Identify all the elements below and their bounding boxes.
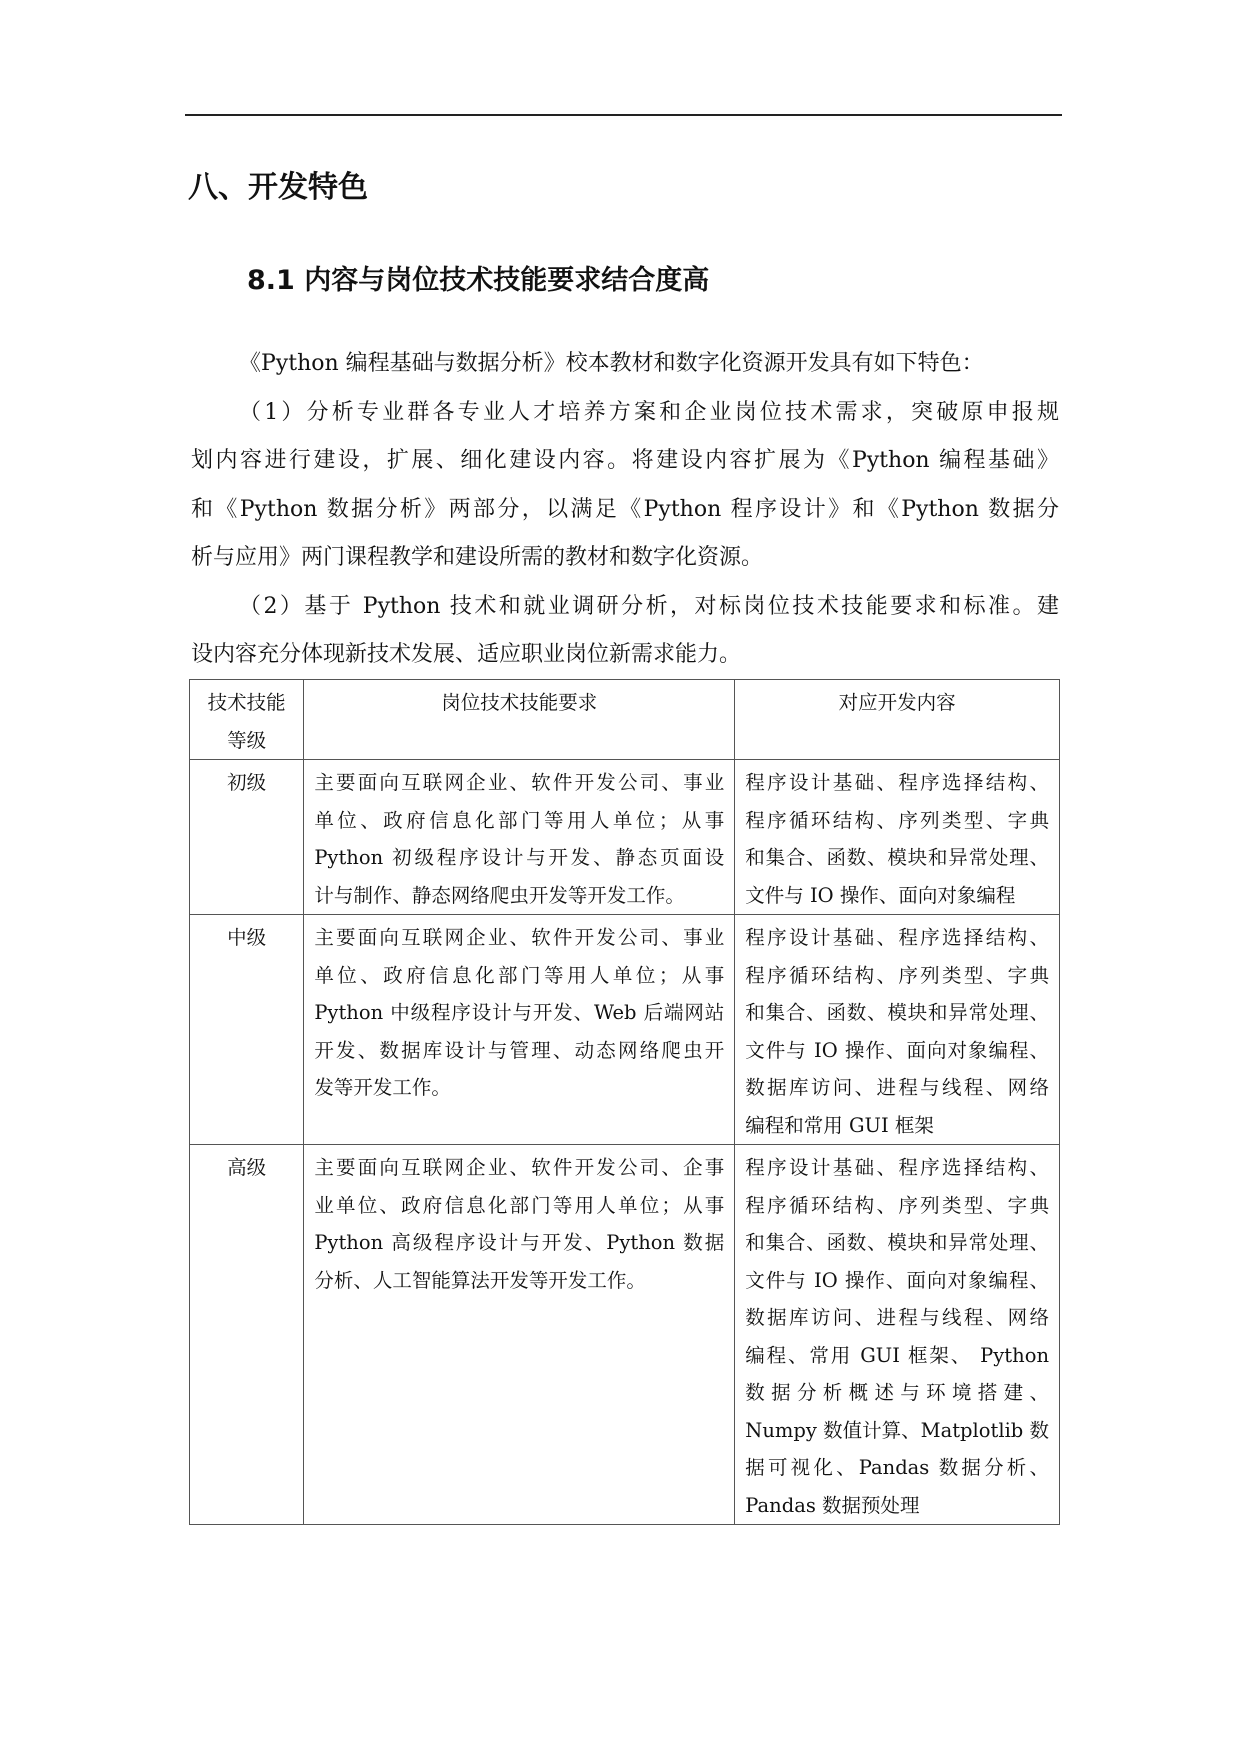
body-text [191,340,1059,680]
content-line: 数据分析概述与环境搭建、 [745,1381,1049,1404]
requirements-line: 业单位、政府信息化部门等用人单位；从事 [314,1193,725,1217]
requirements-line: 计与制作、静态网络爬虫开发等开发工作。 [314,883,685,907]
requirements-cell [304,760,735,915]
content-line: 程序循环结构、序列类型、字典 [745,808,1049,832]
table-row [190,1145,1060,1525]
requirements-line: Python 中级程序设计与开发、Web 后端网站 [314,1001,725,1024]
requirements-line: 分析、人工智能算法开发等开发工作。 [314,1268,646,1292]
header-level [190,680,304,760]
skills-table [189,679,1060,1525]
requirements-line: 主要面向互联网企业、软件开发公司、事业 [314,926,725,949]
requirements-line: 开发、数据库设计与管理、动态网络爬虫开 [314,1038,725,1062]
content-line: 程序设计基础、程序选择结构、 [745,1156,1049,1179]
section-title: 八、开发特色 [188,170,368,205]
requirements-line: 主要面向互联网企业、软件开发公司、事业 [314,771,725,794]
content-line: 文件与 IO 操作、面向对象编程 [745,883,1016,907]
paragraph-line: 《Python 编程基础与数据分析》校本教材和数字化资源开发具有如下特色： [239,351,984,376]
content-line: 编程、常用 GUI 框架、 Python [745,1343,1049,1367]
content-cell [735,915,1060,1145]
table-row [190,915,1060,1145]
requirements-line: 发等开发工作。 [314,1076,451,1099]
requirements-cell [304,1145,735,1525]
content-cell [735,760,1060,915]
level-cell: 中级 [190,915,304,1145]
paragraph-line: （1）分析专业群各专业人才培养方案和企业岗位技术需求，突破原申报规 [239,399,1059,425]
level-cell: 初级 [190,760,304,915]
header-rule [185,114,1062,116]
requirements-line: 单位、政府信息化部门等用人单位；从事 [314,808,725,832]
header-requirements: 岗位技术技能要求 [304,680,735,760]
requirements-line: Python 高级程序设计与开发、Python 数据 [314,1231,725,1254]
content-line: 和集合、函数、模块和异常处理、 [745,846,1049,869]
content-line: 文件与 IO 操作、面向对象编程、 [745,1268,1049,1292]
paragraph-line: 析与应用》两门课程教学和建设所需的教材和数字化资源。 [191,545,764,570]
content-line: 程序设计基础、程序选择结构、 [745,926,1049,949]
content-line: Numpy 数值计算、Matplotlib 数 [745,1418,1049,1442]
content-line: 文件与 IO 操作、面向对象编程、 [745,1038,1049,1062]
requirements-line: 主要面向互联网企业、软件开发公司、企事 [314,1156,725,1179]
requirements-line: Python 初级程序设计与开发、静态页面设 [314,846,725,869]
level-cell: 高级 [190,1145,304,1525]
header-level-line: 等级 [227,728,267,752]
content-cell [735,1145,1060,1525]
table-header-row [190,680,1060,760]
content-line: 和集合、函数、模块和异常处理、 [745,1001,1049,1024]
subsection-title: 8.1 内容与岗位技术技能要求结合度高 [247,265,710,296]
paragraph-line: 划内容进行建设，扩展、细化建设内容。将建设内容扩展为《Python 编程基础》 [191,448,1059,473]
content-line: Pandas 数据预处理 [745,1493,920,1517]
header-level-line: 技术技能 [207,691,286,714]
content-line: 据可视化、Pandas 数据分析、 [745,1456,1049,1479]
content-line: 和集合、函数、模块和异常处理、 [745,1231,1049,1254]
content-line: 程序循环结构、序列类型、字典 [745,1193,1049,1217]
header-content: 对应开发内容 [735,680,1060,760]
paragraph-line: 和《Python 数据分析》两部分，以满足《Python 程序设计》和《Python 数据分 [191,496,1059,522]
content-line: 程序设计基础、程序选择结构、 [745,771,1049,794]
content-line: 数据库访问、进程与线程、网络 [745,1306,1049,1329]
requirements-line: 单位、政府信息化部门等用人单位；从事 [314,963,725,987]
content-line: 程序循环结构、序列类型、字典 [745,963,1049,987]
table-row [190,760,1060,915]
content-line: 编程和常用 GUI 框架 [745,1113,934,1137]
content-line: 数据库访问、进程与线程、网络 [745,1076,1049,1099]
requirements-cell [304,915,735,1145]
paragraph-line: 设内容充分体现新技术发展、适应职业岗位新需求能力。 [191,642,742,667]
paragraph-line: （2）基于 Python 技术和就业调研分析，对标岗位技术技能要求和标准。建 [239,593,1059,619]
